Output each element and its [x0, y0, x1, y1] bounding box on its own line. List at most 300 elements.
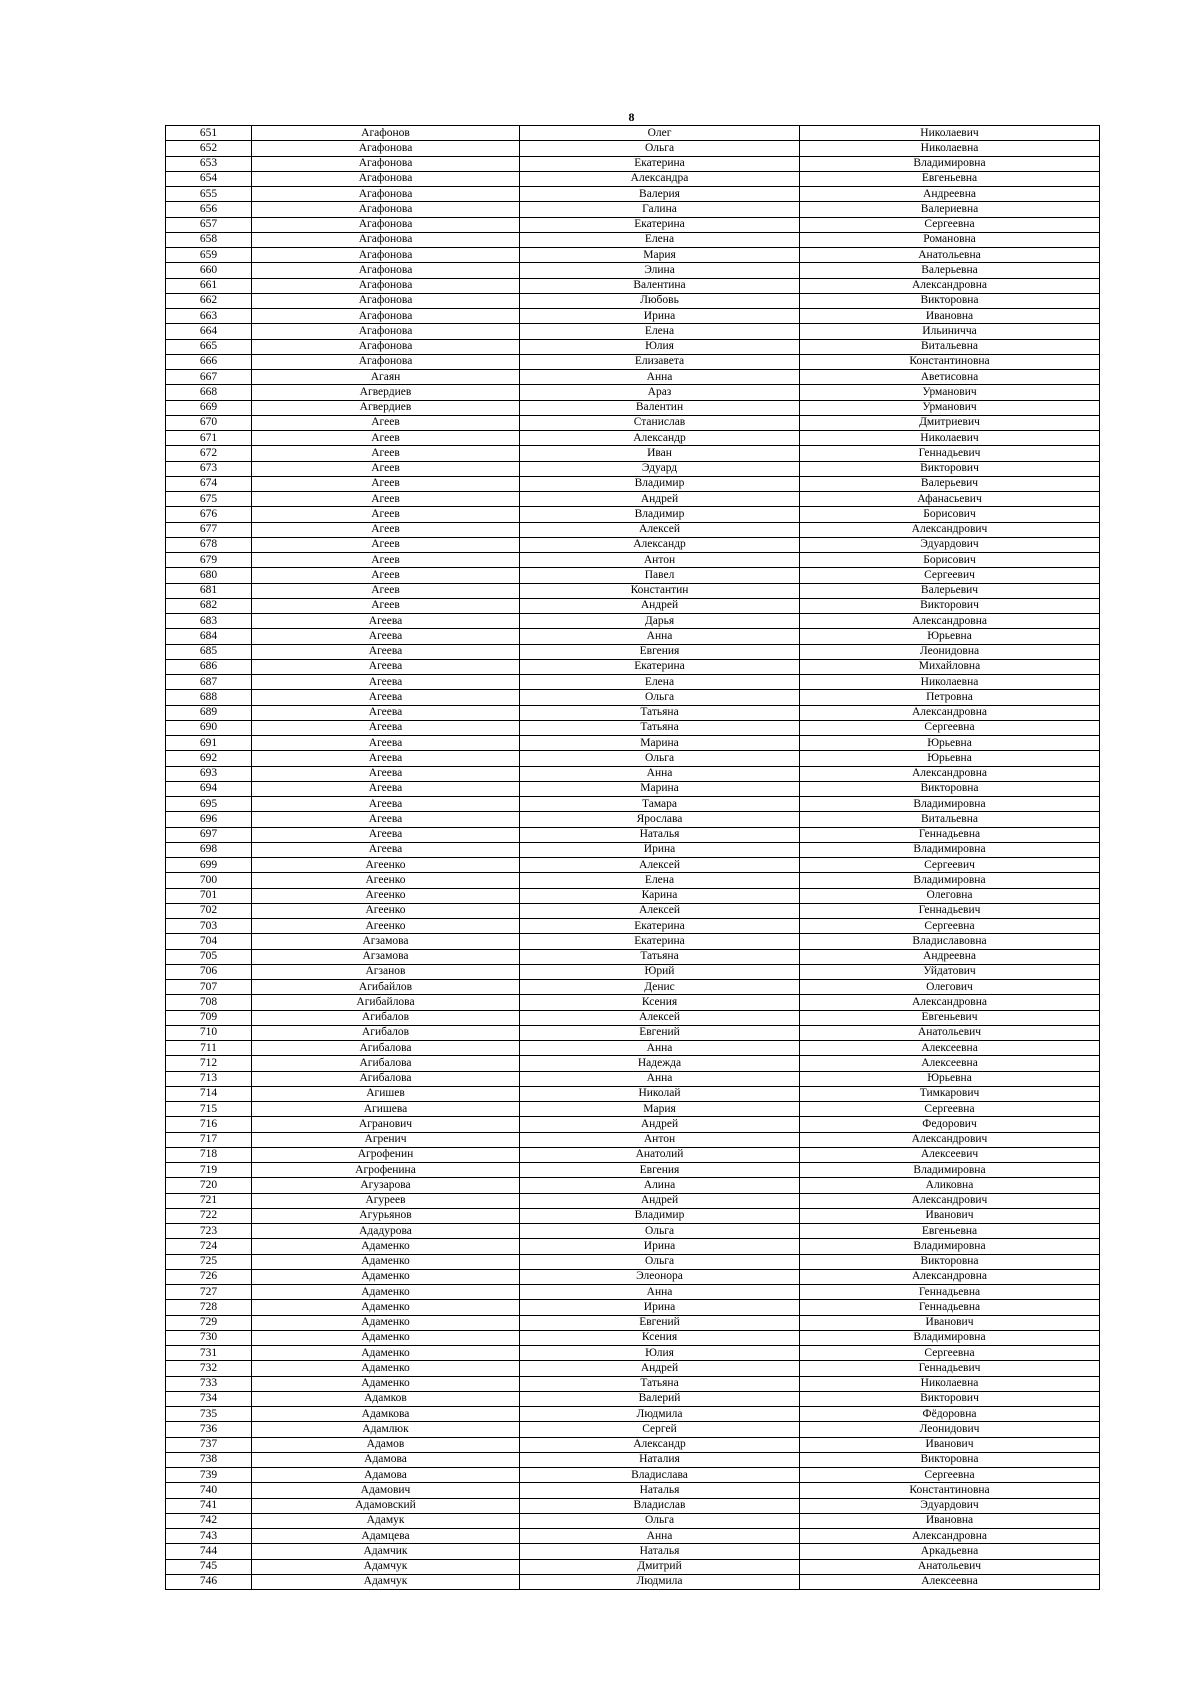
surname-cell: Агафонова: [252, 354, 520, 369]
table-row: [166, 690, 1100, 705]
patronymic-cell: Владимировна: [800, 1239, 1100, 1254]
table-row: [166, 1361, 1100, 1376]
patronymic-cell: Борисович: [800, 553, 1100, 568]
row-number-cell: 744: [166, 1544, 252, 1559]
first-name-cell: Сергей: [520, 1422, 800, 1437]
table-row: [166, 248, 1100, 263]
first-name-cell: Олег: [520, 126, 800, 141]
surname-cell: Агафонова: [252, 156, 520, 171]
surname-cell: Агибайлова: [252, 995, 520, 1010]
first-name-cell: Антон: [520, 1132, 800, 1147]
patronymic-cell: Валерьевич: [800, 583, 1100, 598]
surname-cell: Агзамова: [252, 949, 520, 964]
row-number-cell: 658: [166, 232, 252, 247]
table-row: [166, 1163, 1100, 1178]
row-number-cell: 697: [166, 827, 252, 842]
patronymic-cell: Юрьевна: [800, 736, 1100, 751]
table-row: [166, 1559, 1100, 1574]
surname-cell: Агеева: [252, 781, 520, 796]
first-name-cell: Ольга: [520, 1254, 800, 1269]
patronymic-cell: Иванович: [800, 1315, 1100, 1330]
table-row: [166, 1544, 1100, 1559]
row-number-cell: 660: [166, 263, 252, 278]
first-name-cell: Ярослава: [520, 812, 800, 827]
table-row: [166, 1269, 1100, 1284]
first-name-cell: Тамара: [520, 797, 800, 812]
patronymic-cell: Алексеевич: [800, 1147, 1100, 1162]
table-row: [166, 1315, 1100, 1330]
row-number-cell: 669: [166, 400, 252, 415]
patronymic-cell: Николаевна: [800, 141, 1100, 156]
row-number-cell: 728: [166, 1300, 252, 1315]
surname-cell: Агеенко: [252, 903, 520, 918]
row-number-cell: 655: [166, 187, 252, 202]
patronymic-cell: Евгеньевна: [800, 1224, 1100, 1239]
table-row: [166, 781, 1100, 796]
table-row: [166, 507, 1100, 522]
surname-cell: Агишев: [252, 1086, 520, 1101]
patronymic-cell: Леонидович: [800, 1422, 1100, 1437]
first-name-cell: Наталья: [520, 1544, 800, 1559]
row-number-cell: 696: [166, 812, 252, 827]
first-name-cell: Евгения: [520, 1163, 800, 1178]
first-name-cell: Ольга: [520, 751, 800, 766]
row-number-cell: 715: [166, 1102, 252, 1117]
patronymic-cell: Юрьевна: [800, 1071, 1100, 1086]
first-name-cell: Станислав: [520, 415, 800, 430]
row-number-cell: 729: [166, 1315, 252, 1330]
table-row: [166, 675, 1100, 690]
patronymic-cell: Дмитриевич: [800, 415, 1100, 430]
first-name-cell: Марина: [520, 736, 800, 751]
surname-cell: Адаменко: [252, 1300, 520, 1315]
row-number-cell: 740: [166, 1483, 252, 1498]
patronymic-cell: Викторович: [800, 1391, 1100, 1406]
first-name-cell: Дарья: [520, 614, 800, 629]
first-name-cell: Эдуард: [520, 461, 800, 476]
row-number-cell: 699: [166, 858, 252, 873]
table-row: [166, 1041, 1100, 1056]
row-number-cell: 723: [166, 1224, 252, 1239]
surname-cell: Агафонова: [252, 232, 520, 247]
surname-cell: Агибайлов: [252, 980, 520, 995]
patronymic-cell: Сергеевич: [800, 858, 1100, 873]
row-number-cell: 664: [166, 324, 252, 339]
row-number-cell: 712: [166, 1056, 252, 1071]
table-row: [166, 766, 1100, 781]
row-number-cell: 665: [166, 339, 252, 354]
surname-cell: Агеева: [252, 690, 520, 705]
patronymic-cell: Александровна: [800, 766, 1100, 781]
row-number-cell: 691: [166, 736, 252, 751]
first-name-cell: Алексей: [520, 522, 800, 537]
row-number-cell: 708: [166, 995, 252, 1010]
patronymic-cell: Аркадьевна: [800, 1544, 1100, 1559]
first-name-cell: Евгений: [520, 1025, 800, 1040]
row-number-cell: 739: [166, 1468, 252, 1483]
table-row: [166, 858, 1100, 873]
row-number-cell: 663: [166, 309, 252, 324]
table-row: [166, 1330, 1100, 1345]
patronymic-cell: Эдуардович: [800, 1498, 1100, 1513]
row-number-cell: 732: [166, 1361, 252, 1376]
surname-cell: Агеенко: [252, 858, 520, 873]
surname-cell: Агеев: [252, 431, 520, 446]
row-number-cell: 683: [166, 614, 252, 629]
surname-cell: Агафонова: [252, 278, 520, 293]
patronymic-cell: Геннадьевна: [800, 1285, 1100, 1300]
first-name-cell: Владимир: [520, 476, 800, 491]
patronymic-cell: Олегович: [800, 980, 1100, 995]
row-number-cell: 673: [166, 461, 252, 476]
first-name-cell: Юлия: [520, 1346, 800, 1361]
row-number-cell: 675: [166, 492, 252, 507]
row-number-cell: 671: [166, 431, 252, 446]
surname-cell: Адамков: [252, 1391, 520, 1406]
row-number-cell: 746: [166, 1574, 252, 1589]
patronymic-cell: Владимировна: [800, 1163, 1100, 1178]
table-row: [166, 354, 1100, 369]
row-number-cell: 668: [166, 385, 252, 400]
first-name-cell: Ольга: [520, 141, 800, 156]
table-row: [166, 1407, 1100, 1422]
row-number-cell: 657: [166, 217, 252, 232]
table-row: [166, 263, 1100, 278]
table-row: [166, 553, 1100, 568]
surname-cell: Агеев: [252, 537, 520, 552]
table-row: [166, 629, 1100, 644]
row-number-cell: 707: [166, 980, 252, 995]
patronymic-cell: Геннадьевич: [800, 1361, 1100, 1376]
patronymic-cell: Олеговна: [800, 888, 1100, 903]
row-number-cell: 745: [166, 1559, 252, 1574]
first-name-cell: Элина: [520, 263, 800, 278]
first-name-cell: Ольга: [520, 690, 800, 705]
first-name-cell: Владислав: [520, 1498, 800, 1513]
row-number-cell: 717: [166, 1132, 252, 1147]
patronymic-cell: Викторович: [800, 461, 1100, 476]
patronymic-cell: Анатольевна: [800, 248, 1100, 263]
first-name-cell: Ирина: [520, 1239, 800, 1254]
row-number-cell: 722: [166, 1208, 252, 1223]
patronymic-cell: Александрович: [800, 1132, 1100, 1147]
row-number-cell: 702: [166, 903, 252, 918]
row-number-cell: 667: [166, 370, 252, 385]
first-name-cell: Ирина: [520, 309, 800, 324]
first-name-cell: Екатерина: [520, 934, 800, 949]
surname-cell: Агеенко: [252, 888, 520, 903]
surname-cell: Агеев: [252, 446, 520, 461]
first-name-cell: Анна: [520, 629, 800, 644]
surname-cell: Агафонова: [252, 171, 520, 186]
surname-cell: Агеев: [252, 598, 520, 613]
first-name-cell: Александр: [520, 537, 800, 552]
first-name-cell: Алексей: [520, 858, 800, 873]
table-row: [166, 1254, 1100, 1269]
row-number-cell: 681: [166, 583, 252, 598]
patronymic-cell: Александрович: [800, 1193, 1100, 1208]
surname-cell: Адаменко: [252, 1330, 520, 1345]
table-row: [166, 1574, 1100, 1589]
patronymic-cell: Владимировна: [800, 156, 1100, 171]
row-number-cell: 737: [166, 1437, 252, 1452]
table-row: [166, 827, 1100, 842]
row-number-cell: 733: [166, 1376, 252, 1391]
patronymic-cell: Викторовна: [800, 1452, 1100, 1467]
surname-cell: Агеев: [252, 553, 520, 568]
row-number-cell: 730: [166, 1330, 252, 1345]
surname-cell: Агафонова: [252, 309, 520, 324]
patronymic-cell: Романовна: [800, 232, 1100, 247]
table-row: [166, 415, 1100, 430]
table-row: [166, 1117, 1100, 1132]
surname-cell: Агафонова: [252, 202, 520, 217]
patronymic-cell: Сергеевна: [800, 217, 1100, 232]
row-number-cell: 695: [166, 797, 252, 812]
row-number-cell: 741: [166, 1498, 252, 1513]
first-name-cell: Иван: [520, 446, 800, 461]
table-row: [166, 644, 1100, 659]
patronymic-cell: Геннадьевич: [800, 446, 1100, 461]
table-row: [166, 309, 1100, 324]
table-row: [166, 736, 1100, 751]
row-number-cell: 706: [166, 964, 252, 979]
table-row: [166, 1239, 1100, 1254]
surname-cell: Агуреев: [252, 1193, 520, 1208]
surname-cell: Адаменко: [252, 1239, 520, 1254]
patronymic-cell: Леонидовна: [800, 644, 1100, 659]
first-name-cell: Валерий: [520, 1391, 800, 1406]
first-name-cell: Александра: [520, 171, 800, 186]
row-number-cell: 709: [166, 1010, 252, 1025]
first-name-cell: Любовь: [520, 293, 800, 308]
surname-cell: Агеева: [252, 659, 520, 674]
patronymic-cell: Константиновна: [800, 354, 1100, 369]
first-name-cell: Владислава: [520, 1468, 800, 1483]
table-row: [166, 980, 1100, 995]
patronymic-cell: Анатольевич: [800, 1559, 1100, 1574]
first-name-cell: Ксения: [520, 995, 800, 1010]
surname-cell: Адамлюк: [252, 1422, 520, 1437]
row-number-cell: 700: [166, 873, 252, 888]
patronymic-cell: Николаевич: [800, 431, 1100, 446]
patronymic-cell: Сергеевна: [800, 1346, 1100, 1361]
table-row: [166, 141, 1100, 156]
first-name-cell: Андрей: [520, 492, 800, 507]
first-name-cell: Людмила: [520, 1574, 800, 1589]
table-row: [166, 1132, 1100, 1147]
surname-cell: Агафонова: [252, 141, 520, 156]
patronymic-cell: Владимировна: [800, 1330, 1100, 1345]
first-name-cell: Галина: [520, 202, 800, 217]
first-name-cell: Мария: [520, 248, 800, 263]
surname-cell: Агеева: [252, 797, 520, 812]
patronymic-cell: Александровна: [800, 278, 1100, 293]
table-row: [166, 1346, 1100, 1361]
row-number-cell: 742: [166, 1513, 252, 1528]
patronymic-cell: Витальевна: [800, 812, 1100, 827]
row-number-cell: 674: [166, 476, 252, 491]
surname-cell: Адаменко: [252, 1254, 520, 1269]
surname-cell: Агеева: [252, 766, 520, 781]
first-name-cell: Екатерина: [520, 217, 800, 232]
surname-cell: Агеева: [252, 629, 520, 644]
table-row: [166, 1529, 1100, 1544]
table-row: [166, 537, 1100, 552]
surname-cell: Адамчук: [252, 1559, 520, 1574]
table-row: [166, 888, 1100, 903]
patronymic-cell: Валерьевич: [800, 476, 1100, 491]
table-row: [166, 1300, 1100, 1315]
row-number-cell: 718: [166, 1147, 252, 1162]
patronymic-cell: Александровна: [800, 614, 1100, 629]
surname-cell: Адамовский: [252, 1498, 520, 1513]
surname-cell: Адамкова: [252, 1407, 520, 1422]
first-name-cell: Элеонора: [520, 1269, 800, 1284]
first-name-cell: Наталья: [520, 827, 800, 842]
row-number-cell: 720: [166, 1178, 252, 1193]
patronymic-cell: Владимировна: [800, 797, 1100, 812]
patronymic-cell: Викторовна: [800, 293, 1100, 308]
patronymic-cell: Геннадьевна: [800, 1300, 1100, 1315]
patronymic-cell: Юрьевна: [800, 751, 1100, 766]
surname-cell: Агренич: [252, 1132, 520, 1147]
table-row: [166, 522, 1100, 537]
surname-cell: Агеенко: [252, 873, 520, 888]
patronymic-cell: Владимировна: [800, 873, 1100, 888]
first-name-cell: Ксения: [520, 1330, 800, 1345]
table-row: [166, 385, 1100, 400]
table-row: [166, 400, 1100, 415]
table-row: [166, 583, 1100, 598]
surname-cell: Агафонова: [252, 293, 520, 308]
first-name-cell: Екатерина: [520, 919, 800, 934]
first-name-cell: Анна: [520, 1041, 800, 1056]
row-number-cell: 701: [166, 888, 252, 903]
first-name-cell: Татьяна: [520, 949, 800, 964]
row-number-cell: 652: [166, 141, 252, 156]
first-name-cell: Анатолий: [520, 1147, 800, 1162]
patronymic-cell: Валериевна: [800, 202, 1100, 217]
first-name-cell: Татьяна: [520, 705, 800, 720]
patronymic-cell: Викторович: [800, 598, 1100, 613]
first-name-cell: Андрей: [520, 1193, 800, 1208]
table-row: [166, 919, 1100, 934]
row-number-cell: 738: [166, 1452, 252, 1467]
row-number-cell: 662: [166, 293, 252, 308]
patronymic-cell: Сергеевна: [800, 1102, 1100, 1117]
first-name-cell: Елена: [520, 873, 800, 888]
surname-cell: Агеева: [252, 705, 520, 720]
first-name-cell: Анна: [520, 766, 800, 781]
surname-cell: Агибалова: [252, 1071, 520, 1086]
row-number-cell: 711: [166, 1041, 252, 1056]
surname-cell: Адамович: [252, 1483, 520, 1498]
patronymic-cell: Фёдоровна: [800, 1407, 1100, 1422]
table-row: [166, 1010, 1100, 1025]
table-row: [166, 492, 1100, 507]
surname-cell: Агафонова: [252, 187, 520, 202]
first-name-cell: Алексей: [520, 903, 800, 918]
first-name-cell: Татьяна: [520, 720, 800, 735]
surname-cell: Агурьянов: [252, 1208, 520, 1223]
surname-cell: Адамцева: [252, 1529, 520, 1544]
surname-cell: Агеева: [252, 812, 520, 827]
patronymic-cell: Федорович: [800, 1117, 1100, 1132]
patronymic-cell: Геннадьевна: [800, 827, 1100, 842]
surname-cell: Агзамова: [252, 934, 520, 949]
patronymic-cell: Евгеньевич: [800, 1010, 1100, 1025]
surname-cell: Агеенко: [252, 919, 520, 934]
patronymic-cell: Александровна: [800, 705, 1100, 720]
surname-cell: Адамчик: [252, 1544, 520, 1559]
patronymic-cell: Уйдатович: [800, 964, 1100, 979]
table-row: [166, 217, 1100, 232]
patronymic-cell: Анатольевич: [800, 1025, 1100, 1040]
table-row: [166, 797, 1100, 812]
surname-cell: Агафонова: [252, 263, 520, 278]
row-number-cell: 684: [166, 629, 252, 644]
table-row: [166, 720, 1100, 735]
surname-cell: Адаменко: [252, 1361, 520, 1376]
surname-cell: Агеева: [252, 675, 520, 690]
patronymic-cell: Андреевна: [800, 187, 1100, 202]
surname-cell: Агеева: [252, 736, 520, 751]
surname-cell: Адаменко: [252, 1346, 520, 1361]
surname-cell: Агеев: [252, 415, 520, 430]
first-name-cell: Александр: [520, 1437, 800, 1452]
first-name-cell: Андрей: [520, 1361, 800, 1376]
table-row: [166, 1147, 1100, 1162]
patronymic-cell: Аликовна: [800, 1178, 1100, 1193]
patronymic-cell: Ильиничча: [800, 324, 1100, 339]
first-name-cell: Мария: [520, 1102, 800, 1117]
patronymic-cell: Алексеевна: [800, 1041, 1100, 1056]
table-row: [166, 370, 1100, 385]
first-name-cell: Юлия: [520, 339, 800, 354]
table-row: [166, 156, 1100, 171]
row-number-cell: 724: [166, 1239, 252, 1254]
row-number-cell: 690: [166, 720, 252, 735]
patronymic-cell: Урманович: [800, 400, 1100, 415]
row-number-cell: 726: [166, 1269, 252, 1284]
patronymic-cell: Ивановна: [800, 309, 1100, 324]
first-name-cell: Денис: [520, 980, 800, 995]
patronymic-cell: Геннадьевич: [800, 903, 1100, 918]
table-row: [166, 476, 1100, 491]
row-number-cell: 727: [166, 1285, 252, 1300]
patronymic-cell: Алексеевна: [800, 1574, 1100, 1589]
row-number-cell: 704: [166, 934, 252, 949]
surname-cell: Агафонова: [252, 339, 520, 354]
row-number-cell: 672: [166, 446, 252, 461]
first-name-cell: Валентина: [520, 278, 800, 293]
surname-cell: Адаменко: [252, 1376, 520, 1391]
row-number-cell: 698: [166, 842, 252, 857]
first-name-cell: Анна: [520, 1529, 800, 1544]
row-number-cell: 736: [166, 1422, 252, 1437]
table-row: [166, 1208, 1100, 1223]
table-row: [166, 126, 1100, 141]
first-name-cell: Павел: [520, 568, 800, 583]
surname-cell: Агишева: [252, 1102, 520, 1117]
patronymic-cell: Евгеньевна: [800, 171, 1100, 186]
row-number-cell: 725: [166, 1254, 252, 1269]
patronymic-cell: Афанасьевич: [800, 492, 1100, 507]
patronymic-cell: Александровна: [800, 995, 1100, 1010]
patronymic-cell: Викторовна: [800, 781, 1100, 796]
roster-body: [166, 126, 1100, 1590]
